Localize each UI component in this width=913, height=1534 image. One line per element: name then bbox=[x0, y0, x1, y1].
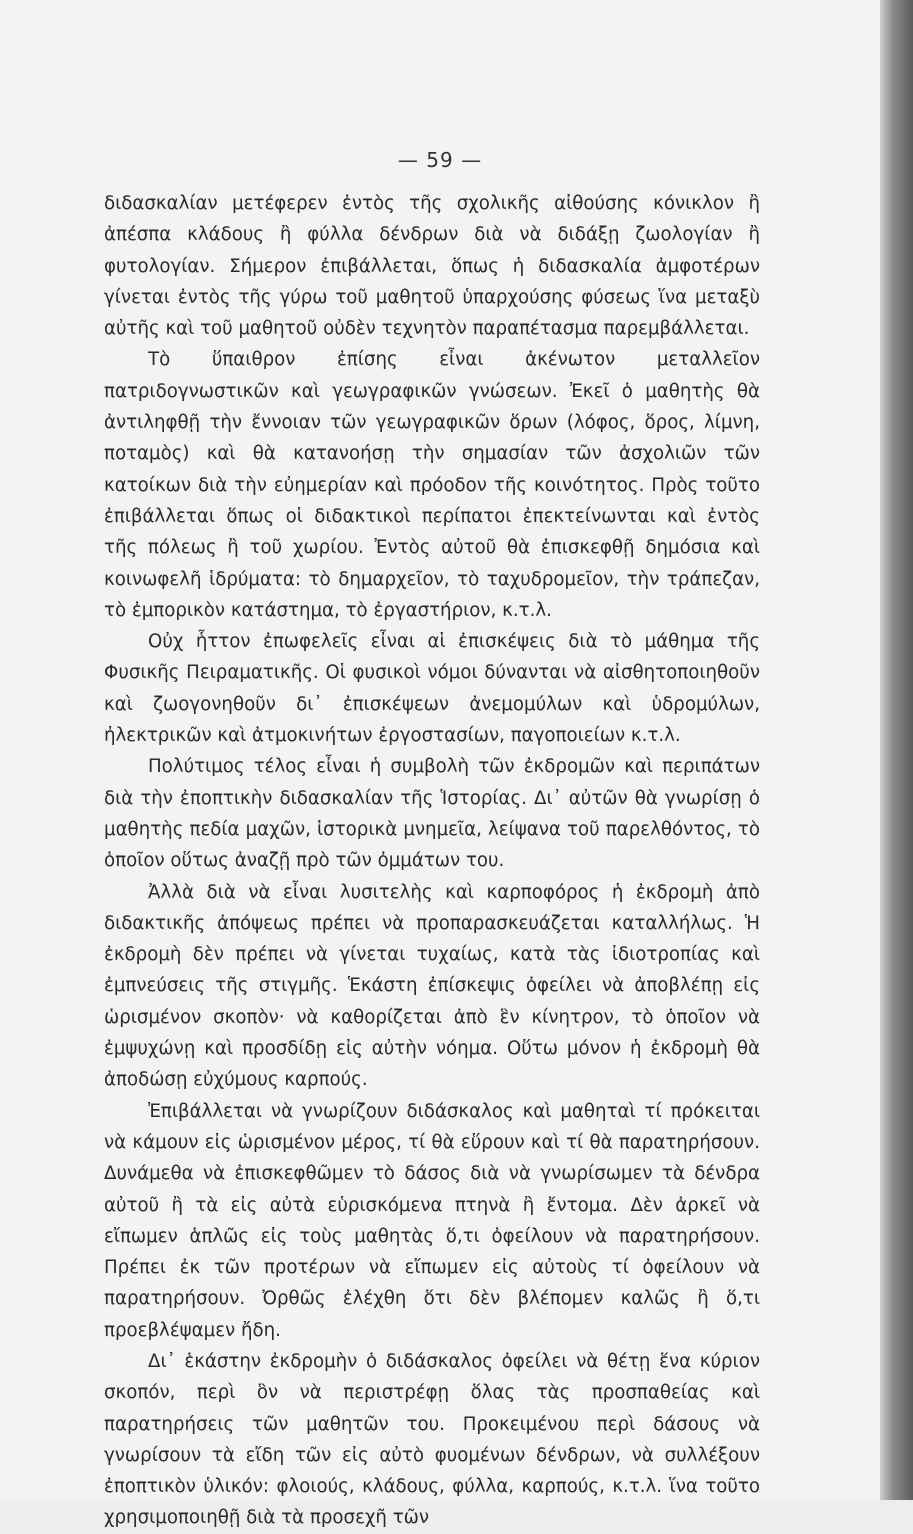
paragraph: Πολύτιμος τέλος εἶναι ἡ συμβολὴ τῶν ἐκδρομῶν καὶ περιπάτων διὰ τὴν ἐποπτικὴν διδασκαλίαν τῆς Ἱστορίας. Δι᾽ αὐτῶν θὰ γνωρίσῃ ὁ μαθητὴς πεδία μαχῶν, ἱστορικὰ μνημεῖα, λείψανα τοῦ παρελθόντος, τὸ ὁποῖον οὕτως ἀναζῇ πρὸ τῶν ὀμμάτων του. bbox=[104, 756, 760, 872]
page-number: — 59 — bbox=[397, 148, 483, 172]
paragraph: Τὸ ὕπαιθρον ἐπίσης εἶναι ἀκένωτον μεταλλεῖον πατριδογνωστικῶν καὶ γεωγραφικῶν γνώσεων. Ἐκεῖ ὁ μαθητὴς θὰ ἀντιληφθῇ τὴν ἔννοιαν τῶν γεωγραφικῶν ὅρων (λόφος, ὅρος, λίμνη, ποταμὸς) καὶ θὰ κατανοήσῃ τὴν σημασίαν τῶν ἀσχολιῶν τῶν κατοίκων διὰ τὴν εὐημερίαν καὶ πρόοδον τῆς κοινότητος. Πρὸς τοῦτο ἐπιβάλλεται ὅπως οἱ διδακτικοὶ περίπατοι ἐπεκτείνωνται καὶ ἐντὸς τῆς πόλεως ἢ τοῦ χωρίου. Ἐντὸς αὐτοῦ θὰ ἐπισκεφθῇ δημόσια καὶ κοινωφελῆ ἱδρύματα: τὸ δημαρχεῖον, τὸ ταχυδρομεῖον, τὴν τράπεζαν, τὸ ἐμπορικὸν κατάστημα, τὸ ἐργαστήριον, κ.τ.λ. bbox=[104, 349, 760, 621]
paragraph: Ἐπιβάλλεται νὰ γνωρίζουν διδάσκαλος καὶ μαθηταὶ τί πρόκειται νὰ κάμουν εἰς ὡρισμένον μέρος, τί θὰ εὕρουν καὶ τί θὰ παρατηρήσουν. Δυνάμεθα νὰ ἐπισκεφθῶμεν τὸ δάσος διὰ νὰ γνωρίσωμεν τὰ δένδρα αὐτοῦ ἢ τὰ εἰς αὐτὰ εὑρισκόμενα πτηνὰ ἢ ἔντομα. Δὲν ἀρκεῖ νὰ εἴπωμεν ἁπλῶς εἰς τοὺς μαθητὰς ὅ,τι ὀφείλουν νὰ παρατηρήσουν. Πρέπει ἐκ τῶν προτέρων νὰ εἴπωμεν εἰς αὐτοὺς τί ὀφείλουν νὰ παρατηρήσουν. Ὀρθῶς ἐλέχθη ὅτι δὲν βλέπομεν καλῶς ἢ ὅ,τι προεβλέψαμεν ἤδη. bbox=[104, 1100, 760, 1341]
paragraph: Ἀλλὰ διὰ νὰ εἶναι λυσιτελὴς καὶ καρποφόρος ἡ ἐκδρομὴ ἀπὸ διδακτικῆς ἀπόψεως πρέπει νὰ προπαρασκευάζεται καταλλήλως. Ἡ ἐκδρομὴ δὲν πρέπει νὰ γίνεται τυχαίως, κατὰ τὰς ἰδιοτροπίας καὶ ἐμπνεύσεις τῆς στιγμῆς. Ἑκάστη ἐπίσκεψις ὀφείλει νὰ ἀποβλέπῃ εἰς ὡρισμένον σκοπὸν· νὰ καθορίζεται ἀπὸ ἓν κίνητρον, τὸ ὁποῖον νὰ ἐμψυχώνῃ καὶ προσδίδῃ εἰς αὐτὴν νόημα. Οὕτω μόνον ἡ ἐκδρομὴ θὰ ἀποδώσῃ εὐχύμους καρπούς. bbox=[104, 881, 760, 1091]
paragraph: Δι᾽ ἑκάστην ἐκδρομὴν ὁ διδάσκαλος ὀφείλει νὰ θέτῃ ἕνα κύριον σκοπόν, περὶ ὃν νὰ περιστρέφῃ ὅλας τὰς προσπαθείας καὶ παρατηρήσεις τῶν μαθητῶν του. Προκειμένου περὶ δάσους νὰ γνωρίσουν τὰ εἴδη τῶν εἰς αὐτὸ φυομένων δένδρων, νὰ συλλέξουν ἐποπτικὸν ὑλικόν: φλοιούς, κλάδους, φύλλα, καρπούς, κ.τ.λ. ἵνα τοῦτο χρησιμοποιηθῇ διὰ τὰ προσεχῆ τῶν bbox=[104, 1350, 760, 1529]
page-edge-shadow bbox=[880, 0, 913, 1500]
body-text bbox=[104, 188, 760, 1534]
paragraph: Οὐχ ἧττον ἐπωφελεῖς εἶναι αἱ ἐπισκέψεις διὰ τὸ μάθημα τῆς Φυσικῆς Πειραματικῆς. Οἱ φυσικοὶ νόμοι δύνανται νὰ αἰσθητοποιηθοῦν καὶ ζωογονηθοῦν δι᾽ ἐπισκέψεων ἀνεμομύλων καὶ ὑδρομύλων, ἠλεκτρικῶν καὶ ἀτμοκινήτων ἐργοστασίων, παγοποιείων κ.τ.λ. bbox=[104, 631, 760, 747]
paragraph: διδασκαλίαν μετέφερεν ἐντὸς τῆς σχολικῆς αἰθούσης κόνικλον ἢ ἀπέσπα κλάδους ἢ φύλλα δένδρων διὰ νὰ διδάξῃ ζωολογίαν ἢ φυτολογίαν. Σήμερον ἐπιβάλλεται, ὅπως ἡ διδασκαλία ἀμφοτέρων γίνεται ἐντὸς τῆς γύρω τοῦ μαθητοῦ ὑπαρχούσης φύσεως ἵνα μεταξὺ αὐτῆς καὶ τοῦ μαθητοῦ οὐδὲν τεχνητὸν παραπέτασμα παρεμβάλλεται. bbox=[104, 193, 760, 340]
